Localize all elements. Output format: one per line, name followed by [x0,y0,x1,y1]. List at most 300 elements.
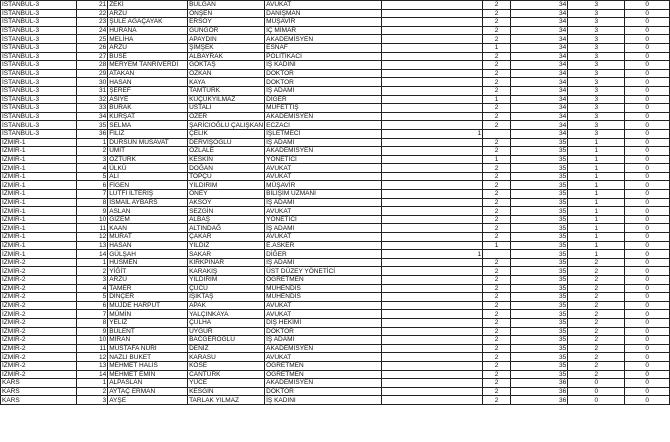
zero-cell: 0 [625,190,670,199]
table-row [1,18,670,27]
last-name-cell: KESKİN [188,155,265,164]
zero-cell: 0 [625,35,670,44]
first-name-cell: ŞULE AĞAÇAYAK [108,18,188,27]
list-number-cell: 6 [76,301,108,310]
district-count-cell: 1 [568,215,625,224]
flag-b-cell: 2 [483,379,511,388]
table-row [1,26,670,35]
table-row [1,293,670,302]
code-cell: 35 [510,250,567,259]
flag-a-cell [382,233,483,242]
first-name-cell: YELİZ [108,318,188,327]
flag-b-cell: 2 [483,69,511,78]
code-cell: 35 [510,233,567,242]
last-name-cell: KESGİN [188,387,265,396]
district-count-cell: 3 [568,43,625,52]
list-number-cell: 2 [76,267,108,276]
last-name-cell: ŞARİCIOĞLU ÇALIŞKAN [189,121,264,129]
table-row [1,370,670,379]
flag-a-cell [382,215,483,224]
zero-cell: 0 [625,276,670,285]
code-cell: 35 [510,224,567,233]
province-cell: İZMİR-2 [1,344,77,353]
district-count-cell: 1 [568,207,625,216]
code-cell: 35 [510,318,567,327]
district-count-cell: 3 [568,121,625,130]
table-row [1,318,670,327]
list-number-cell: 7 [76,310,108,319]
first-name-cell: HURANA [108,26,188,35]
occupation-cell: AVUKAT [265,164,382,173]
last-name-cell: ÖZKAN [188,69,265,78]
table-row [1,361,670,370]
code-cell: 35 [510,164,567,173]
last-name-cell: DENİZ [188,344,265,353]
flag-b-cell: 2 [483,361,511,370]
occupation-cell: İŞ ADAMI [265,198,382,207]
district-count-cell: 0 [568,396,625,405]
flag-b-cell: 2 [483,370,511,379]
occupation-cell: AVUKAT [265,172,382,181]
zero-cell: 0 [625,9,670,18]
last-name-cell: SEZGİN [188,207,265,216]
flag-a-cell [382,9,483,18]
last-name-cell: AKSOY [188,198,265,207]
province-cell: İZMİR-1 [1,155,77,164]
first-name-cell: ARZU [108,9,188,18]
flag-a-cell [382,379,483,388]
last-name-cell: ŞİMŞEK [188,43,265,52]
zero-cell: 0 [625,336,670,345]
first-name-cell: ATAKAN [108,69,188,78]
district-count-cell: 1 [568,190,625,199]
flag-b-cell: 2 [483,284,511,293]
last-name-cell: YALÇINKAYA [188,310,265,319]
zero-cell: 0 [625,318,670,327]
last-name-cell: YÜCE [188,379,265,388]
first-name-cell: LÜTFİ İLTERİŞ [108,190,188,199]
first-name-cell: MEHMET HALİS [108,361,188,370]
occupation-cell: AKADEMİSYEN [265,35,382,44]
district-count-cell: 3 [568,18,625,27]
occupation-cell: E.ASKER [265,241,382,250]
flag-b-cell: 2 [483,267,511,276]
flag-a-cell [382,336,483,345]
first-name-cell: KURŞAT [108,112,188,121]
province-cell: İZMİR-2 [1,318,77,327]
table-row [1,129,670,138]
last-name-cell: YILDIRIM [188,181,265,190]
zero-cell: 0 [625,138,670,147]
district-count-cell: 2 [568,318,625,327]
occupation-cell: BİLİŞİM UZMANI [265,190,382,199]
first-name-cell: BÜLENT [108,327,188,336]
list-number-cell: 1 [76,258,108,267]
district-count-cell: 1 [568,233,625,242]
list-number-cell: 23 [76,18,108,27]
table-row [1,301,670,310]
flag-a-cell [382,241,483,250]
table-row [1,310,670,319]
district-count-cell: 3 [568,61,625,70]
last-name-cell: ÇAKAR [188,233,265,242]
district-count-cell: 0 [568,379,625,388]
zero-cell: 0 [625,310,670,319]
occupation-cell: AVUKAT [265,310,382,319]
occupation-cell: AVUKAT [265,1,382,10]
province-cell: İZMİR-1 [1,147,77,156]
flag-a-cell [382,35,483,44]
flag-b-cell: 2 [483,336,511,345]
zero-cell: 0 [625,172,670,181]
zero-cell: 0 [625,86,670,95]
district-count-cell: 1 [568,181,625,190]
province-cell: İZMİR-1 [1,233,77,242]
last-name-cell: ERSOY [188,18,265,27]
flag-a-cell [382,78,483,87]
last-name-cell: YILDIRIM [188,276,265,285]
code-cell: 35 [510,293,567,302]
province-cell: İZMİR-2 [1,293,77,302]
flag-a-cell [382,396,483,405]
code-cell: 35 [510,155,567,164]
list-number-cell: 1 [76,138,108,147]
district-count-cell: 3 [568,26,625,35]
zero-cell: 0 [625,18,670,27]
last-name-cell: USTALI [188,104,265,113]
table-row [1,233,670,242]
code-cell: 34 [510,1,567,10]
district-count-cell: 1 [568,155,625,164]
last-name-cell: IŞIKTAŞ [188,293,265,302]
district-count-cell: 3 [568,104,625,113]
province-cell: İSTANBUL-3 [1,121,77,130]
district-count-cell: 3 [568,129,625,138]
occupation-cell: AKADEMİSYEN [265,379,382,388]
first-name-cell: SELMA [108,121,188,130]
last-name-cell: ÇULHA [188,318,265,327]
zero-cell: 0 [625,69,670,78]
zero-cell: 0 [625,233,670,242]
flag-a-cell [382,86,483,95]
occupation-cell: DOKTOR [265,69,382,78]
last-name-cell: APAK [188,301,265,310]
zero-cell: 0 [625,52,670,61]
flag-b-cell: 2 [483,26,511,35]
code-cell: 35 [510,172,567,181]
flag-a-cell [382,164,483,173]
province-cell: İSTANBUL-3 [1,26,77,35]
province-cell: İZMİR-2 [1,336,77,345]
flag-a-cell [382,387,483,396]
flag-a-cell [382,198,483,207]
district-count-cell: 2 [568,344,625,353]
last-name-cell: ÖNŞEN [188,9,265,18]
first-name-cell: HASAN [108,241,188,250]
last-name-cell: TOPÇU [188,172,265,181]
first-name-cell: AYŞE [108,396,188,405]
district-count-cell: 2 [568,353,625,362]
zero-cell: 0 [625,43,670,52]
first-name-cell: ALPASLAN [108,379,188,388]
first-name-cell: FİGEN [108,181,188,190]
district-count-cell: 1 [568,241,625,250]
flag-b-cell: 2 [483,181,511,190]
table-row [1,241,670,250]
province-cell: İZMİR-2 [1,353,77,362]
province-cell: İSTANBUL-3 [1,61,77,70]
last-name-cell: KÜÇÜKYILMAZ [188,95,265,104]
table-row [1,61,670,70]
code-cell: 34 [510,78,567,87]
district-count-cell: 2 [568,370,625,379]
code-cell: 35 [510,241,567,250]
province-cell: İZMİR-1 [1,190,77,199]
first-name-cell: ASİYE [108,95,188,104]
occupation-cell: DOKTOR [265,327,382,336]
list-number-cell: 14 [76,250,108,259]
occupation-cell: AVUKAT [265,301,382,310]
occupation-cell: AVUKAT [265,353,382,362]
flag-b-cell: 2 [483,293,511,302]
first-name-cell: ÜMİT [108,147,188,156]
province-cell: İZMİR-2 [1,284,77,293]
zero-cell: 0 [625,353,670,362]
table-row [1,9,670,18]
province-cell: İSTANBUL-3 [1,52,77,61]
province-cell: İZMİR-2 [1,327,77,336]
table-row [1,276,670,285]
occupation-cell: ESNAF [265,43,382,52]
flag-b-cell: 2 [483,172,511,181]
list-number-cell: 11 [76,344,108,353]
flag-a-cell [382,301,483,310]
occupation-cell: İŞ ADAMI [265,86,382,95]
list-number-cell: 11 [76,224,108,233]
zero-cell: 0 [625,387,670,396]
code-cell: 34 [510,9,567,18]
district-count-cell: 0 [568,387,625,396]
list-number-cell: 30 [76,78,108,87]
flag-b-cell: 2 [483,35,511,44]
first-name-cell: ASLAN [108,207,188,216]
flag-a-cell [382,361,483,370]
table-row [1,69,670,78]
last-name-cell: ALBAYRAK [188,52,265,61]
flag-a-cell [382,69,483,78]
district-count-cell: 1 [568,224,625,233]
district-count-cell: 2 [568,258,625,267]
list-number-cell: 36 [76,129,108,138]
code-cell: 35 [510,370,567,379]
occupation-cell: DANIŞMAN [265,9,382,18]
zero-cell: 0 [625,215,670,224]
zero-cell: 0 [625,258,670,267]
first-name-cell: GÜLŞAH [108,250,188,259]
zero-cell: 0 [625,267,670,276]
province-cell: İZMİR-1 [1,198,77,207]
table-row [1,104,670,113]
flag-b-cell: 2 [483,198,511,207]
flag-a-cell [382,155,483,164]
first-name-cell: BURAK [108,104,188,113]
last-name-cell: ÖNEY [188,190,265,199]
last-name-cell: CANTÜRK [188,370,265,379]
table-row [1,258,670,267]
first-name-cell: MİRAN [108,336,188,345]
list-number-cell: 27 [76,52,108,61]
list-number-cell: 12 [76,353,108,362]
province-cell: İSTANBUL-3 [1,9,77,18]
province-cell: İSTANBUL-3 [1,78,77,87]
flag-b-cell: 2 [483,353,511,362]
first-name-cell: MÜJDE HARPUT [108,301,188,310]
first-name-cell: YİĞİT [108,267,188,276]
occupation-cell: ECZACI [265,121,382,130]
code-cell: 35 [510,147,567,156]
last-name-cell: APAYDIN [188,35,265,44]
last-name-cell: TAMTÜRK [188,86,265,95]
flag-a-cell: 1 [382,250,483,259]
district-count-cell: 2 [568,361,625,370]
flag-a-cell [382,318,483,327]
flag-a-cell [382,207,483,216]
province-cell: İZMİR-1 [1,250,77,259]
occupation-cell: İŞ KADINI [265,396,382,405]
table-row [1,327,670,336]
table-row [1,215,670,224]
flag-b-cell: 2 [483,164,511,173]
district-count-cell: 1 [568,164,625,173]
first-name-cell: HASAN [108,78,188,87]
district-count-cell: 3 [568,35,625,44]
table-row [1,284,670,293]
first-name-cell: ÜLKÜ [108,164,188,173]
code-cell: 34 [510,69,567,78]
zero-cell: 0 [625,164,670,173]
first-name-cell: ŞEREF [108,86,188,95]
code-cell: 35 [510,207,567,216]
district-count-cell: 2 [568,293,625,302]
list-number-cell: 21 [76,1,108,10]
code-cell: 35 [510,284,567,293]
table-row [1,387,670,396]
occupation-cell: YÖNETİCİ [265,215,382,224]
list-number-cell: 14 [76,370,108,379]
district-count-cell: 3 [568,86,625,95]
flag-b-cell: 2 [483,396,511,405]
district-count-cell: 2 [568,301,625,310]
first-name-cell: DURSUN MUSAVAT [108,138,188,147]
flag-b-cell: 2 [483,121,511,130]
code-cell: 34 [510,121,567,130]
province-cell: İSTANBUL-3 [1,69,77,78]
flag-a-cell [382,258,483,267]
occupation-cell: DİĞER [265,95,382,104]
table-row [1,164,670,173]
code-cell: 34 [510,86,567,95]
flag-b-cell: 1 [483,95,511,104]
province-cell: KARS [1,379,77,388]
province-cell: İZMİR-1 [1,164,77,173]
flag-a-cell [382,190,483,199]
zero-cell: 0 [625,379,670,388]
table-row [1,172,670,181]
list-number-cell: 35 [76,121,108,130]
flag-b-cell: 2 [483,86,511,95]
list-number-cell: 8 [76,318,108,327]
flag-a-cell [382,284,483,293]
list-number-cell: 8 [76,198,108,207]
district-count-cell: 1 [568,198,625,207]
last-name-cell: BULGAN [188,1,265,10]
list-number-cell: 3 [76,155,108,164]
code-cell: 35 [510,353,567,362]
occupation-cell: İŞ KADINI [265,61,382,70]
list-number-cell: 31 [76,86,108,95]
list-number-cell: 3 [76,396,108,405]
flag-a-cell [382,172,483,181]
zero-cell: 0 [625,198,670,207]
table-row [1,147,670,156]
first-name-cell: İSMAİL AYBARS [108,198,188,207]
province-cell: İSTANBUL-3 [1,129,77,138]
occupation-cell: MÜHENDİS [265,284,382,293]
first-name-cell: ALİ [108,172,188,181]
flag-b-cell [483,250,511,259]
code-cell: 36 [510,387,567,396]
last-name-cell: ALBAŞ [188,215,265,224]
flag-a-cell [382,224,483,233]
list-number-cell: 28 [76,61,108,70]
province-cell: İZMİR-2 [1,258,77,267]
district-count-cell: 1 [568,147,625,156]
occupation-cell: İŞ ADAMI [265,258,382,267]
table-row [1,43,670,52]
table-row [1,138,670,147]
list-number-cell: 2 [76,387,108,396]
list-number-cell: 3 [76,276,108,285]
zero-cell: 0 [625,327,670,336]
flag-a-cell [382,370,483,379]
flag-b-cell: 2 [483,224,511,233]
flag-b-cell: 2 [483,344,511,353]
first-name-cell: MÜMİN [108,310,188,319]
list-number-cell: 24 [76,26,108,35]
flag-b-cell: 2 [483,52,511,61]
list-number-cell: 10 [76,336,108,345]
occupation-cell: İÇ MİMAR [265,26,382,35]
flag-a-cell [382,353,483,362]
zero-cell: 0 [625,61,670,70]
province-cell: İSTANBUL-3 [1,95,77,104]
first-name-cell: MUSTAFA NURİ [108,344,188,353]
occupation-cell: DOKTOR [265,387,382,396]
list-number-cell: 29 [76,69,108,78]
last-name-cell: ALTINDAĞ [188,224,265,233]
list-number-cell: 9 [76,207,108,216]
last-name-cell: YILDIZ [188,241,265,250]
first-name-cell: KAAN [108,224,188,233]
province-cell: İSTANBUL-3 [1,43,77,52]
first-name-cell: NAZLI BUKET [108,353,188,362]
zero-cell: 0 [625,241,670,250]
district-count-cell: 2 [568,310,625,319]
code-cell: 36 [510,396,567,405]
flag-b-cell: 2 [483,310,511,319]
first-name-cell: ÖZTÜRK [108,155,188,164]
table-row [1,396,670,405]
